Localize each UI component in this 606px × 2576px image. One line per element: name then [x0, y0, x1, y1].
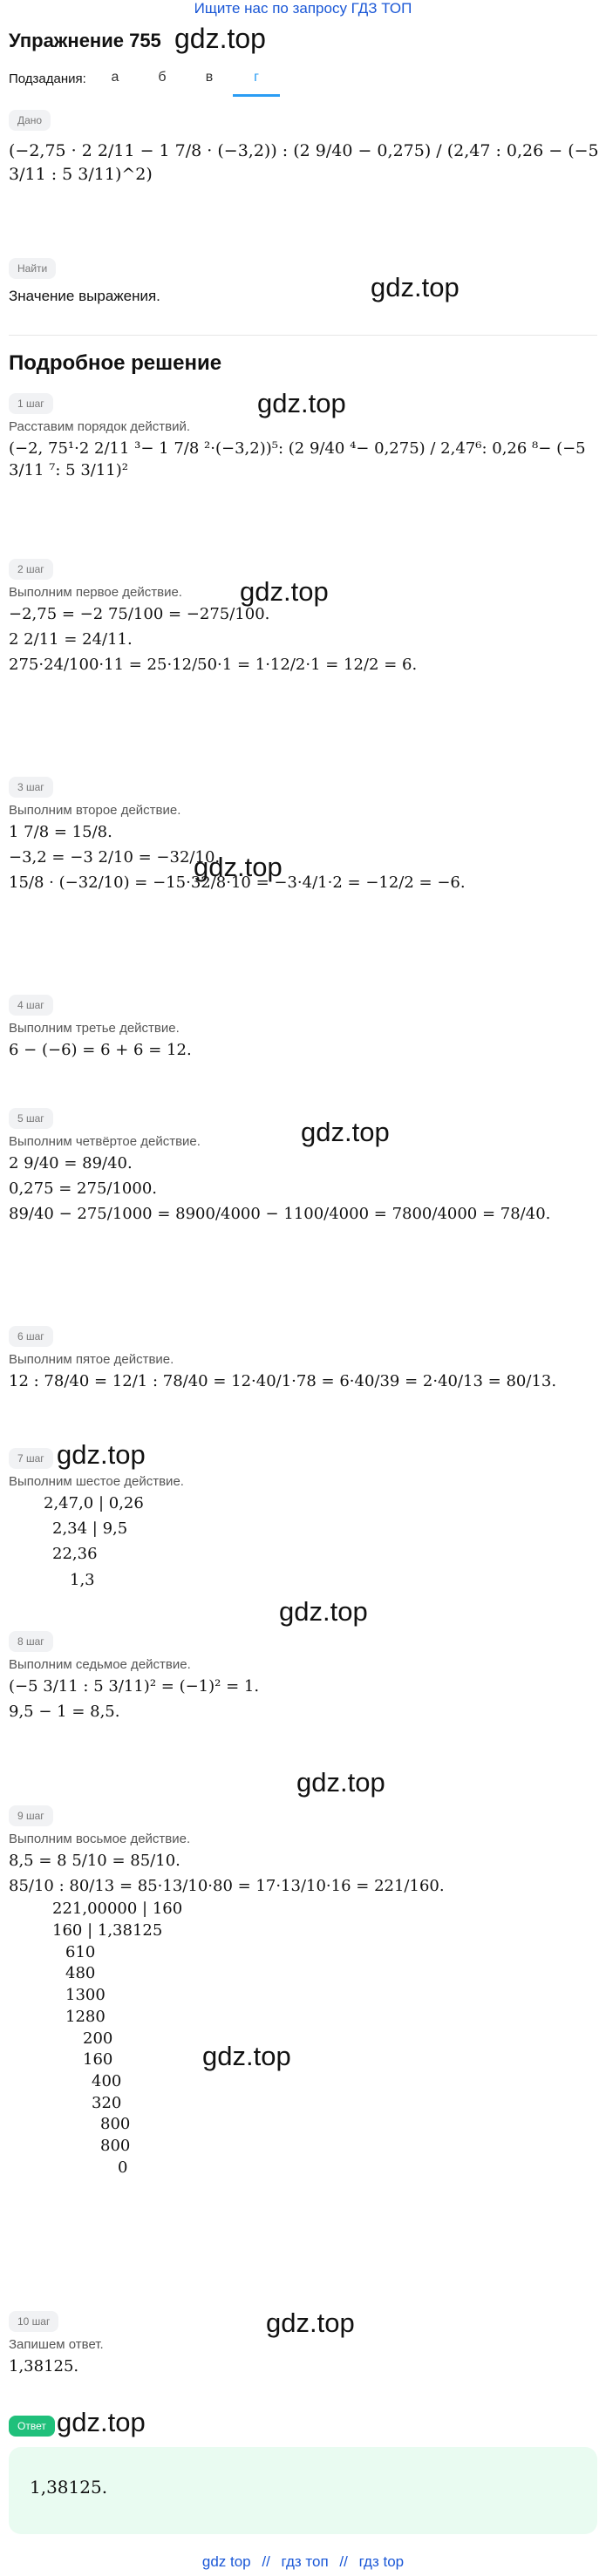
step-badge: 6 шаг	[9, 1326, 53, 1347]
watermark: gdz.top	[301, 1117, 390, 1147]
watermark: gdz.top	[202, 2041, 291, 2071]
step-line: 2 9/40 = 89/40.	[9, 1154, 133, 1172]
step-badge: 4 шаг	[9, 995, 53, 1016]
division-line: 22,36	[52, 1545, 98, 1564]
answer-section	[0, 2407, 606, 2546]
watermark: gdz.top	[57, 1439, 146, 1470]
step-line: 6 − (−6) = 6 + 6 = 12.	[9, 1041, 192, 1059]
given-badge: Дано	[9, 110, 51, 131]
step-note: Выполним восьмое действие.	[9, 1832, 191, 1846]
step-badge: 3 шаг	[9, 777, 53, 798]
step-note: Выполним седьмое действие.	[9, 1657, 191, 1672]
step-line: 0,275 = 275/1000.	[9, 1179, 158, 1199]
given-section	[0, 101, 606, 249]
step-note: Выполним четвёртое действие.	[9, 1134, 201, 1149]
page-title: Упражнение 755	[9, 30, 161, 51]
step-9	[0, 1767, 606, 2302]
division-line: 400	[92, 2071, 122, 2090]
given-expression: (−2,75 · 2 2/11 − 1 7/8 · (−3,2)) : (2 9/40 − 0,275) / (2,47 : 0,26 − (−5 3/11 : 5 3/11)^2)	[9, 141, 599, 184]
watermark: gdz.top	[296, 1767, 385, 1798]
step-line: 12 : 78/40 = 12/1 : 78/40 = 12·40/1·78 = 6·40/39 = 2·40/13 = 80/13.	[9, 1372, 557, 1390]
step-note: Расставим порядок действий.	[9, 419, 191, 434]
step-badge: 10 шаг	[9, 2311, 58, 2332]
step-note: Выполним второе действие.	[9, 803, 181, 818]
division-line: 800	[100, 2136, 131, 2155]
footer-separator: //	[262, 2553, 270, 2570]
find-section	[0, 249, 606, 319]
division-line: 160 | 1,38125	[52, 1921, 163, 1940]
watermark: gdz.top	[240, 576, 329, 607]
division-line: 160	[83, 2050, 113, 2070]
step-2	[0, 550, 606, 768]
step-line: 85/10 : 80/13 = 85·13/10·80 = 17·13/10·16 = 221/160.	[9, 1877, 445, 1896]
division-line: 0	[118, 2158, 128, 2177]
step-note: Выполним пятое действие.	[9, 1352, 174, 1367]
find-badge: Найти	[9, 258, 56, 279]
step-line: (−5 3/11 : 5 3/11)² = (−1)² = 1.	[9, 1677, 260, 1696]
step-note: Выполним первое действие.	[9, 585, 182, 600]
division-line: 320	[92, 2093, 122, 2112]
step-line: 15/8 · (−32/10) = −15·32/8·10 = −3·4/1·2 = −12/2 = −6.	[9, 873, 466, 893]
division-line: 200	[83, 2029, 113, 2048]
answer-value: 1,38125.	[30, 2477, 108, 2498]
step-4	[0, 986, 606, 1099]
step-line: 89/40 − 275/1000 = 8900/4000 − 1100/4000 = 7800/4000 = 78/40.	[9, 1205, 551, 1224]
step-badge: 7 шаг	[9, 1448, 53, 1469]
solution-heading: Подробное решение	[9, 351, 222, 375]
subtasks	[0, 66, 606, 101]
footer-link[interactable]: gdz top	[201, 2553, 251, 2570]
division-line: 221,00000 | 160	[52, 1900, 183, 1919]
watermark: gdz.top	[57, 2407, 146, 2437]
step-note: Выполним шестое действие.	[9, 1474, 184, 1489]
step-line: 8,5 = 8 5/10 = 85/10.	[9, 1852, 180, 1870]
step-badge: 9 шаг	[9, 1805, 53, 1826]
step-badge: 8 шаг	[9, 1631, 53, 1652]
divider	[9, 335, 597, 336]
footer-separator: //	[339, 2553, 348, 2570]
division-line: 1300	[65, 1986, 106, 2005]
division-line: 610	[65, 1942, 96, 1961]
tab-b[interactable]: б	[158, 70, 167, 85]
step-line: −3,2 = −3 2/10 = −32/10.	[9, 848, 221, 867]
step-6	[0, 1317, 606, 1439]
top-banner[interactable]: Ищите нас по запросу ГДЗ ТОП	[194, 0, 412, 17]
step-badge: 2 шаг	[9, 559, 53, 580]
footer-link[interactable]: гдз топ	[281, 2553, 329, 2570]
step-line: 1 7/8 = 15/8.	[9, 823, 112, 841]
watermark: gdz.top	[371, 272, 460, 302]
step-note: Запишем ответ.	[9, 2337, 104, 2352]
find-text: Значение выражения.	[9, 288, 160, 304]
subtasks-label: Подзадания:	[9, 71, 86, 86]
step-note: Выполним третье действие.	[9, 1021, 180, 1036]
division-line: 800	[100, 2115, 131, 2134]
tab-v[interactable]: в	[205, 70, 214, 85]
step-line: 275·24/100·11 = 25·12/50·1 = 1·12/2·1 = 12/2 = 6.	[9, 656, 418, 675]
step-badge: 1 шаг	[9, 393, 53, 414]
step-10	[0, 2302, 606, 2407]
division-line: 480	[65, 1964, 96, 1983]
step-line: 2 2/11 = 24/11.	[9, 630, 133, 649]
step-7	[0, 1439, 606, 1622]
tab-g[interactable]: г	[233, 66, 280, 97]
division-line: 1280	[65, 2007, 106, 2026]
footer-link[interactable]: гдз top	[358, 2553, 405, 2570]
watermark: gdz.top	[266, 2308, 355, 2338]
footer-links	[0, 2553, 606, 2571]
division-line: 1,3	[70, 1570, 95, 1589]
step-3	[0, 768, 606, 986]
division-line: 2,47,0 | 0,26	[44, 1494, 144, 1512]
division-line: 2,34 | 9,5	[52, 1519, 128, 1539]
step-1	[0, 384, 606, 550]
title-row	[0, 19, 606, 66]
subtasks-tabs	[92, 66, 280, 97]
step-line: 9,5 − 1 = 8,5.	[9, 1703, 120, 1722]
step-line: −2,75 = −2 75/100 = −275/100.	[9, 605, 270, 623]
step-5	[0, 1099, 606, 1317]
step-badge: 5 шаг	[9, 1108, 53, 1129]
watermark: gdz.top	[174, 23, 266, 54]
watermark: gdz.top	[279, 1596, 368, 1627]
watermark: gdz.top	[194, 852, 283, 882]
answer-box	[9, 2447, 597, 2534]
watermark: gdz.top	[257, 388, 346, 418]
answer-badge: Ответ	[9, 2416, 55, 2437]
step-line: (−2, 75¹·2 2/11 ³− 1 7/8 ²·(−3,2))⁵: (2 9/40 ⁴− 0,275) / 2,47⁶: 0,26 ⁸− (−5 3/11 ⁷: 5 3/11)²	[9, 439, 586, 480]
tab-a[interactable]: а	[111, 70, 119, 85]
step-line: 1,38125.	[9, 2357, 79, 2375]
